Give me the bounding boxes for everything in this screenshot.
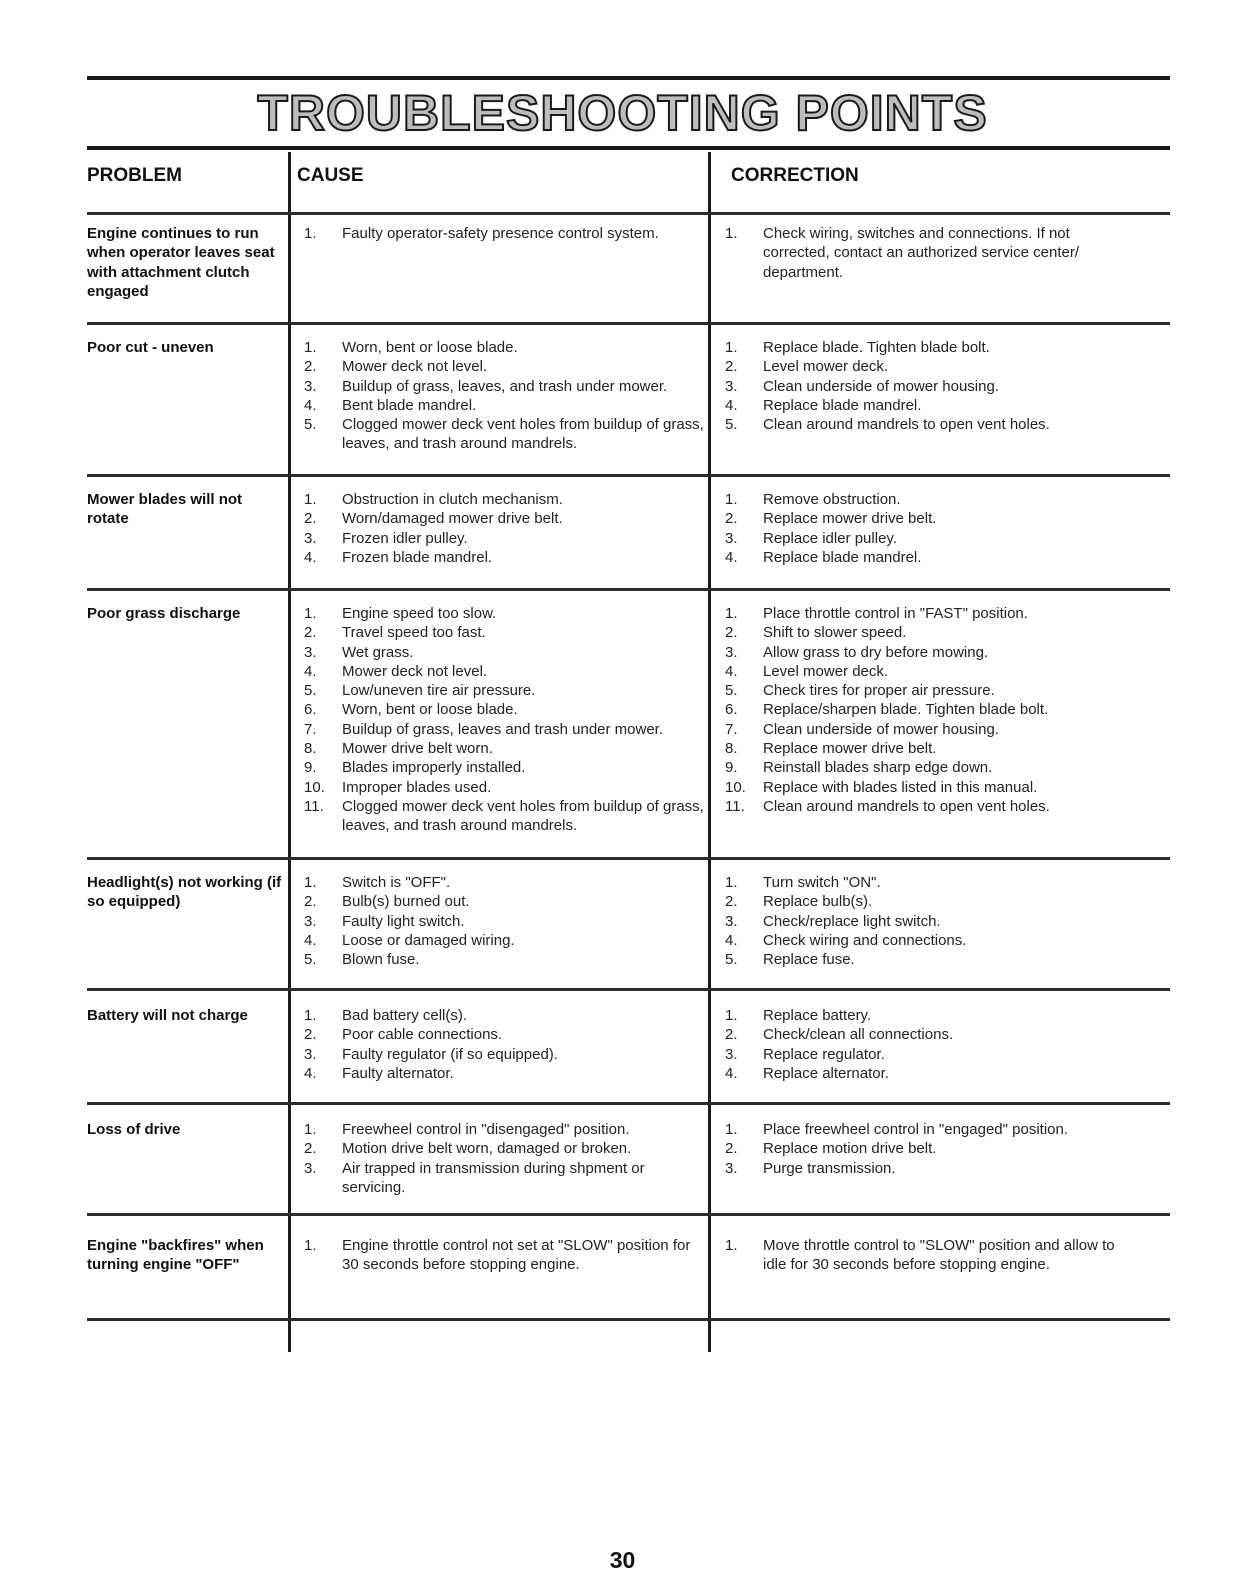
item-number: 5. — [304, 951, 317, 969]
problem-cell: Headlight(s) not working (if so equipped) — [87, 874, 282, 911]
item-number: 2. — [304, 1026, 317, 1044]
item-text: Air trapped in transmission during shpment or servicing. — [342, 1159, 645, 1196]
correction-item — [715, 912, 1135, 931]
item-number: 2. — [304, 1140, 317, 1158]
item-text: Faulty regulator (if so equipped). — [342, 1045, 558, 1063]
item-number: 2. — [304, 358, 317, 376]
cause-item — [294, 357, 704, 376]
correction-item — [715, 604, 1135, 623]
item-number: 1. — [725, 874, 738, 891]
item-number: 3. — [725, 643, 738, 661]
correction-item — [715, 623, 1135, 642]
cause-item — [294, 415, 704, 454]
cause-list — [294, 490, 704, 567]
cause-item — [294, 912, 704, 931]
item-text: Blades improperly installed. — [342, 759, 526, 777]
item-text: Replace blade. Tighten blade bolt. — [763, 339, 990, 356]
problem-cell: Poor grass discharge — [87, 605, 241, 622]
item-number: 3. — [304, 1045, 317, 1063]
item-text: Reinstall blades sharp edge down. — [763, 759, 993, 777]
item-number: 3. — [304, 912, 317, 930]
item-text: Check wiring and connections. — [763, 931, 967, 949]
cause-list — [294, 224, 704, 243]
cause-item — [294, 1236, 704, 1275]
item-number: 1. — [304, 605, 317, 622]
correction-list — [715, 873, 1135, 969]
item-text: Buildup of grass, leaves and trash under mower. — [342, 720, 664, 738]
correction-item — [715, 797, 1135, 816]
cause-list — [294, 338, 704, 454]
item-text: Purge transmission. — [763, 1159, 896, 1177]
cause-item — [294, 892, 704, 911]
item-text: Worn, bent or loose blade. — [342, 701, 518, 719]
item-number: 4. — [304, 548, 317, 566]
item-number: 2. — [304, 893, 317, 911]
problem-cell: Poor cut - uneven — [87, 339, 214, 356]
problem-column-header: PROBLEM — [87, 165, 182, 186]
item-text: Faulty alternator. — [342, 1064, 454, 1082]
item-text: Poor cable connections. — [342, 1026, 503, 1044]
item-text: Engine speed too slow. — [342, 605, 497, 622]
row-rule — [87, 1102, 1170, 1105]
item-text: Turn switch "ON". — [763, 874, 881, 891]
correction-item — [715, 1025, 1135, 1044]
row-rule — [87, 1213, 1170, 1216]
item-number: 1. — [725, 1121, 738, 1138]
item-number: 1. — [725, 1237, 738, 1254]
item-text: Replace mower drive belt. — [763, 510, 937, 528]
item-text: Obstruction in clutch mechanism. — [342, 491, 563, 508]
item-text: Mower deck not level. — [342, 358, 488, 376]
problem-cell: Engine "backfires" when turning engine "OFF" — [87, 1237, 264, 1274]
cause-item — [294, 797, 704, 836]
title-rule — [87, 146, 1170, 150]
correction-list — [715, 490, 1135, 567]
item-text: Clean underside of mower housing. — [763, 377, 999, 395]
row-rule — [87, 322, 1170, 325]
cause-item — [294, 1045, 704, 1064]
row-rule — [87, 212, 1170, 215]
item-number: 1. — [304, 1007, 317, 1024]
item-text: Clogged mower deck vent holes from buildup of grass, leaves, and trash around mandrels. — [342, 797, 704, 835]
item-number: 1. — [304, 874, 317, 891]
correction-item — [715, 377, 1135, 396]
item-text: Mower deck not level. — [342, 662, 488, 680]
item-number: 5. — [725, 416, 738, 434]
item-text: Worn/damaged mower drive belt. — [342, 510, 563, 528]
item-text: Improper blades used. — [342, 778, 492, 796]
item-number: 4. — [304, 1064, 317, 1082]
cause-list — [294, 1006, 704, 1083]
item-number: 1. — [725, 225, 738, 242]
correction-list — [715, 1120, 1135, 1178]
item-text: Motion drive belt worn, damaged or broken. — [342, 1140, 632, 1158]
item-text: Replace fuse. — [763, 951, 855, 969]
cause-item — [294, 662, 704, 681]
item-number: 2. — [304, 624, 317, 642]
item-number: 3. — [304, 529, 317, 547]
item-text: Replace motion drive belt. — [763, 1140, 937, 1158]
item-text: Place throttle control in "FAST" position. — [763, 605, 1028, 622]
cause-item — [294, 778, 704, 797]
correction-item — [715, 415, 1135, 434]
item-number: 2. — [725, 1026, 738, 1044]
cause-item — [294, 681, 704, 700]
cause-item — [294, 377, 704, 396]
item-number: 3. — [725, 529, 738, 547]
item-number: 3. — [725, 912, 738, 930]
item-text: Low/uneven tire air pressure. — [342, 682, 536, 700]
item-text: Replace blade mandrel. — [763, 548, 922, 566]
item-number: 11. — [725, 797, 745, 815]
item-number: 3. — [725, 1045, 738, 1063]
item-text: Clogged mower deck vent holes from buildup of grass, leaves, and trash around mandrels. — [342, 416, 704, 453]
item-number: 3. — [304, 1159, 317, 1177]
cause-item — [294, 931, 704, 950]
problem-cell: Battery will not charge — [87, 1007, 248, 1024]
correction-item — [715, 1159, 1135, 1178]
item-text: Loose or damaged wiring. — [342, 931, 515, 949]
cause-column-header: CAUSE — [297, 165, 364, 186]
item-number: 3. — [304, 377, 317, 395]
item-number: 10. — [304, 778, 325, 796]
item-number: 3. — [304, 643, 317, 661]
cause-item — [294, 1139, 704, 1158]
cause-item — [294, 758, 704, 777]
item-number: 4. — [304, 662, 317, 680]
item-text: Blown fuse. — [342, 951, 420, 969]
cause-item — [294, 396, 704, 415]
correction-item — [715, 758, 1135, 777]
item-text: Faulty light switch. — [342, 912, 465, 930]
problem-cell: Engine continues to run when operator leaves seat with attachment clutch engaged — [87, 225, 275, 300]
top-rule — [87, 76, 1170, 80]
item-text: Shift to slower speed. — [763, 624, 907, 642]
item-text: Level mower deck. — [763, 662, 889, 680]
correction-item — [715, 662, 1135, 681]
correction-item — [715, 700, 1135, 719]
problem-cell: Loss of drive — [87, 1121, 181, 1138]
item-text: Clean underside of mower housing. — [763, 720, 999, 738]
problem-cell: Mower blades will not rotate — [87, 491, 243, 528]
correction-item — [715, 892, 1135, 911]
item-text: Replace idler pulley. — [763, 529, 897, 547]
page-title: TROUBLESHOOTING POINTS — [257, 85, 988, 141]
row-rule — [87, 474, 1170, 477]
cause-item — [294, 1064, 704, 1083]
item-text: Travel speed too fast. — [342, 624, 486, 642]
item-number: 4. — [725, 548, 738, 566]
cause-list — [294, 1120, 704, 1197]
cause-item — [294, 1006, 704, 1025]
item-text: Bulb(s) burned out. — [342, 893, 470, 911]
correction-list — [715, 224, 1135, 282]
row-rule — [87, 857, 1170, 860]
cause-item — [294, 720, 704, 739]
item-number: 9. — [304, 759, 317, 777]
item-number: 1. — [725, 491, 738, 508]
correction-item — [715, 643, 1135, 662]
item-number: 2. — [725, 1140, 738, 1158]
item-number: 10. — [725, 778, 746, 796]
item-text: Frozen idler pulley. — [342, 529, 468, 547]
cause-item — [294, 739, 704, 758]
correction-item — [715, 950, 1135, 969]
correction-item — [715, 739, 1135, 758]
item-text: Faulty operator-safety presence control system. — [342, 225, 659, 242]
correction-item — [715, 224, 1135, 282]
item-number: 4. — [304, 931, 317, 949]
correction-item — [715, 1120, 1135, 1139]
item-number: 2. — [725, 358, 738, 376]
correction-list — [715, 604, 1135, 816]
page-number: 30 — [609, 1547, 636, 1573]
correction-item — [715, 396, 1135, 415]
item-number: 5. — [725, 682, 738, 700]
cause-item — [294, 224, 704, 243]
item-number: 5. — [304, 682, 317, 700]
item-number: 1. — [304, 1121, 317, 1138]
item-text: Frozen blade mandrel. — [342, 548, 493, 566]
item-number: 1. — [304, 225, 317, 242]
item-text: Replace with blades listed in this manual. — [763, 778, 1038, 796]
correction-column-header: CORRECTION — [731, 165, 859, 186]
correction-item — [715, 720, 1135, 739]
item-number: 3. — [725, 1159, 738, 1177]
correction-item — [715, 1064, 1135, 1083]
item-text: Wet grass. — [342, 643, 414, 661]
item-number: 2. — [725, 624, 738, 642]
correction-item — [715, 338, 1135, 357]
cause-item — [294, 873, 704, 892]
cause-item — [294, 548, 704, 567]
cause-list — [294, 1236, 704, 1275]
item-number: 5. — [304, 416, 317, 434]
item-number: 8. — [304, 740, 317, 758]
correction-item — [715, 778, 1135, 797]
item-text: Place freewheel control in "engaged" position. — [763, 1121, 1069, 1138]
item-text: Replace regulator. — [763, 1045, 885, 1063]
cause-item — [294, 700, 704, 719]
correction-list — [715, 1236, 1135, 1275]
correction-item — [715, 548, 1135, 567]
item-text: Level mower deck. — [763, 358, 889, 376]
item-number: 9. — [725, 759, 738, 777]
cause-item — [294, 643, 704, 662]
item-text: Move throttle control to "SLOW" position and allow to idle for 30 seconds before stopping engine. — [763, 1237, 1115, 1274]
item-text: Clean around mandrels to open vent holes. — [763, 416, 1050, 434]
item-number: 11. — [304, 797, 324, 815]
cause-item — [294, 529, 704, 548]
correction-list — [715, 338, 1135, 434]
correction-item — [715, 931, 1135, 950]
correction-item — [715, 529, 1135, 548]
item-number: 1. — [304, 491, 317, 508]
correction-item — [715, 681, 1135, 700]
item-text: Replace alternator. — [763, 1064, 889, 1082]
correction-item — [715, 1006, 1135, 1025]
item-text: Replace/sharpen blade. Tighten blade bolt. — [763, 701, 1049, 719]
row-rule — [87, 588, 1170, 591]
item-number: 2. — [304, 510, 317, 528]
item-number: 3. — [725, 377, 738, 395]
cause-list — [294, 873, 704, 969]
item-text: Replace bulb(s). — [763, 893, 873, 911]
item-number: 4. — [725, 662, 738, 680]
cause-list — [294, 604, 704, 836]
correction-item — [715, 490, 1135, 509]
item-number: 6. — [725, 701, 738, 719]
correction-item — [715, 1236, 1135, 1275]
item-text: Worn, bent or loose blade. — [342, 339, 518, 356]
item-number: 8. — [725, 740, 738, 758]
item-text: Engine throttle control not set at "SLOW" position for 30 seconds before stopping engine. — [342, 1237, 691, 1274]
item-number: 7. — [725, 720, 738, 738]
item-number: 4. — [725, 1064, 738, 1082]
item-number: 7. — [304, 720, 317, 738]
item-text: Clean around mandrels to open vent holes. — [763, 797, 1050, 815]
item-number: 4. — [725, 931, 738, 949]
item-number: 4. — [304, 396, 317, 414]
correction-column-divider — [708, 152, 711, 1352]
item-text: Freewheel control in "disengaged" position. — [342, 1121, 630, 1138]
correction-list — [715, 1006, 1135, 1083]
correction-item — [715, 509, 1135, 528]
item-text: Bad battery cell(s). — [342, 1007, 468, 1024]
item-number: 6. — [304, 701, 317, 719]
correction-item — [715, 357, 1135, 376]
item-number: 2. — [725, 893, 738, 911]
item-text: Replace blade mandrel. — [763, 396, 922, 414]
item-text: Mower drive belt worn. — [342, 740, 493, 758]
cause-item — [294, 1159, 704, 1198]
item-text: Check/clean all connections. — [763, 1026, 954, 1044]
item-text: Check tires for proper air pressure. — [763, 682, 995, 700]
cause-item — [294, 950, 704, 969]
item-text: Check wiring, switches and connections. If not corrected, contact an authorized service center/ department. — [763, 225, 1079, 281]
cause-item — [294, 490, 704, 509]
item-text: Replace battery. — [763, 1007, 872, 1024]
item-text: Buildup of grass, leaves, and trash under mower. — [342, 377, 668, 395]
cause-item — [294, 623, 704, 642]
correction-item — [715, 1139, 1135, 1158]
cause-item — [294, 1120, 704, 1139]
cause-item — [294, 509, 704, 528]
correction-item — [715, 1045, 1135, 1064]
cause-item — [294, 1025, 704, 1044]
correction-item — [715, 873, 1135, 892]
item-number: 1. — [725, 339, 738, 356]
cause-item — [294, 604, 704, 623]
item-text: Check/replace light switch. — [763, 912, 941, 930]
item-text: Remove obstruction. — [763, 491, 901, 508]
item-text: Bent blade mandrel. — [342, 396, 477, 414]
item-number: 1. — [304, 1237, 317, 1254]
cause-column-divider — [288, 152, 291, 1352]
cause-item — [294, 338, 704, 357]
item-text: Allow grass to dry before mowing. — [763, 643, 989, 661]
table-bottom-rule — [87, 1318, 1170, 1321]
item-text: Switch is "OFF". — [342, 874, 451, 891]
item-text: Replace mower drive belt. — [763, 740, 937, 758]
item-number: 1. — [304, 339, 317, 356]
item-number: 1. — [725, 605, 738, 622]
row-rule — [87, 988, 1170, 991]
item-number: 5. — [725, 951, 738, 969]
item-number: 1. — [725, 1007, 738, 1024]
item-number: 2. — [725, 510, 738, 528]
item-number: 4. — [725, 396, 738, 414]
